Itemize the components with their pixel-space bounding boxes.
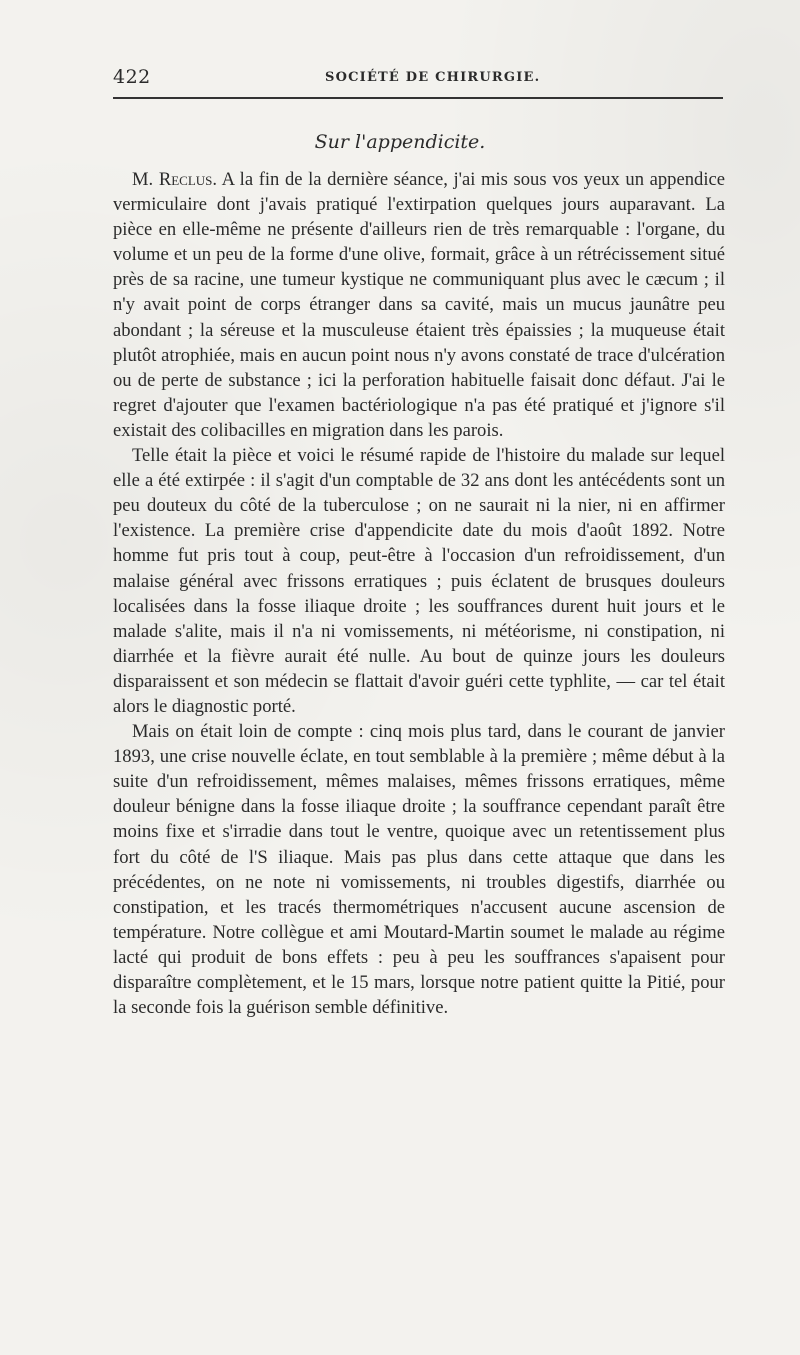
paragraph-1-text: A la fin de la dernière séance, j'ai mis sous vos yeux un appendice vermiculaire dont j'avais pratiqué l'extirpation quelques jours auparavant. La pièce en elle-même ne présente d'ailleurs rien de très remarquable : l'organe, du volume et un peu de la forme d'une olive, formait, grâce à un rétrécissement situé près de sa racine, une tumeur kystique ne communiquant plus avec le cæcum ; il n'y avait point de corps étranger dans sa cavité, mais un mucus jaunâtre peu abondant ; la séreuse et la musculeuse étaient très épaissies ; la muqueuse était plutôt atrophiée, mais en aucun point nous n'y avons constaté de trace d'ulcération ou de perte de substance ; ici la perforation habituelle faisait donc défaut. J'ai le regret d'ajouter que l'examen bactériologique n'a pas été pratiqué et j'ignore s'il existait des colibacilles en migration dans les parois. — [113, 169, 725, 441]
paragraph-3: Mais on était loin de compte : cinq mois plus tard, dans le courant de janvier 1893, une crise nouvelle éclate, en tout semblable à la première ; même début à la suite d'un refroidissement, mêmes malaises, mêmes frissons erratiques, même douleur bénigne dans la fosse iliaque droite ; la souffrance cependant paraît être moins fixe et s'irradie dans tout le ventre, quoique avec un retentissement plus fort du côté de l'S iliaque. Mais pas plus dans cette attaque que dans les précédentes, on ne note ni vomissements, ni troubles digestifs, diarrhée ou constipation, et les tracés thermométriques n'accusent aucune ascension de température. Notre collègue et ami Moutard-Martin soumet le malade au régime lacté qui produit de bons effets : peu à peu les souffrances s'apaisent pour disparaître complètement, et le 15 mars, lorsque notre patient quitte la Pitié, pour la seconde fois la guérison semble définitive. — [113, 721, 725, 1019]
journal-title: SOCIÉTÉ DE CHIRURGIE. — [325, 70, 541, 85]
paragraph-2: Telle était la pièce et voici le résumé rapide de l'histoire du malade sur lequel elle a été extirpée : il s'agit d'un comptable de 32 ans dont les antécédents sont un peu douteux du côté de la tuberculose ; on ne saurait ni la nier, ni en affirmer l'existence. La première crise d'appendicite date du mois d'août 1892. Notre homme fut pris tout à coup, peut-être à l'occasion d'un refroidissement, d'un malaise général avec frissons erratiques ; puis éclatent de brusques douleurs localisées dans la fosse iliaque droite ; les souffrances durent huit jours et le malade s'alite, mais il n'a ni vomissements, ni météorisme, ni constipation, ni diarrhée et la fièvre aurait été nulle. Au bout de quinze jours les douleurs disparaissent et son médecin se flattait d'avoir guéri cette typhlite, — car tel était alors le diagnostic porté. — [113, 445, 725, 717]
running-header — [113, 66, 723, 90]
page-number: 422 — [113, 66, 151, 88]
author-prefix: M. — [132, 169, 154, 190]
header-rule — [113, 97, 723, 99]
author-name: Reclus. — [158, 169, 218, 190]
section-title: Sur l'appendicite. — [314, 131, 486, 153]
article-body — [113, 167, 725, 1020]
paragraph-1 — [113, 167, 725, 443]
